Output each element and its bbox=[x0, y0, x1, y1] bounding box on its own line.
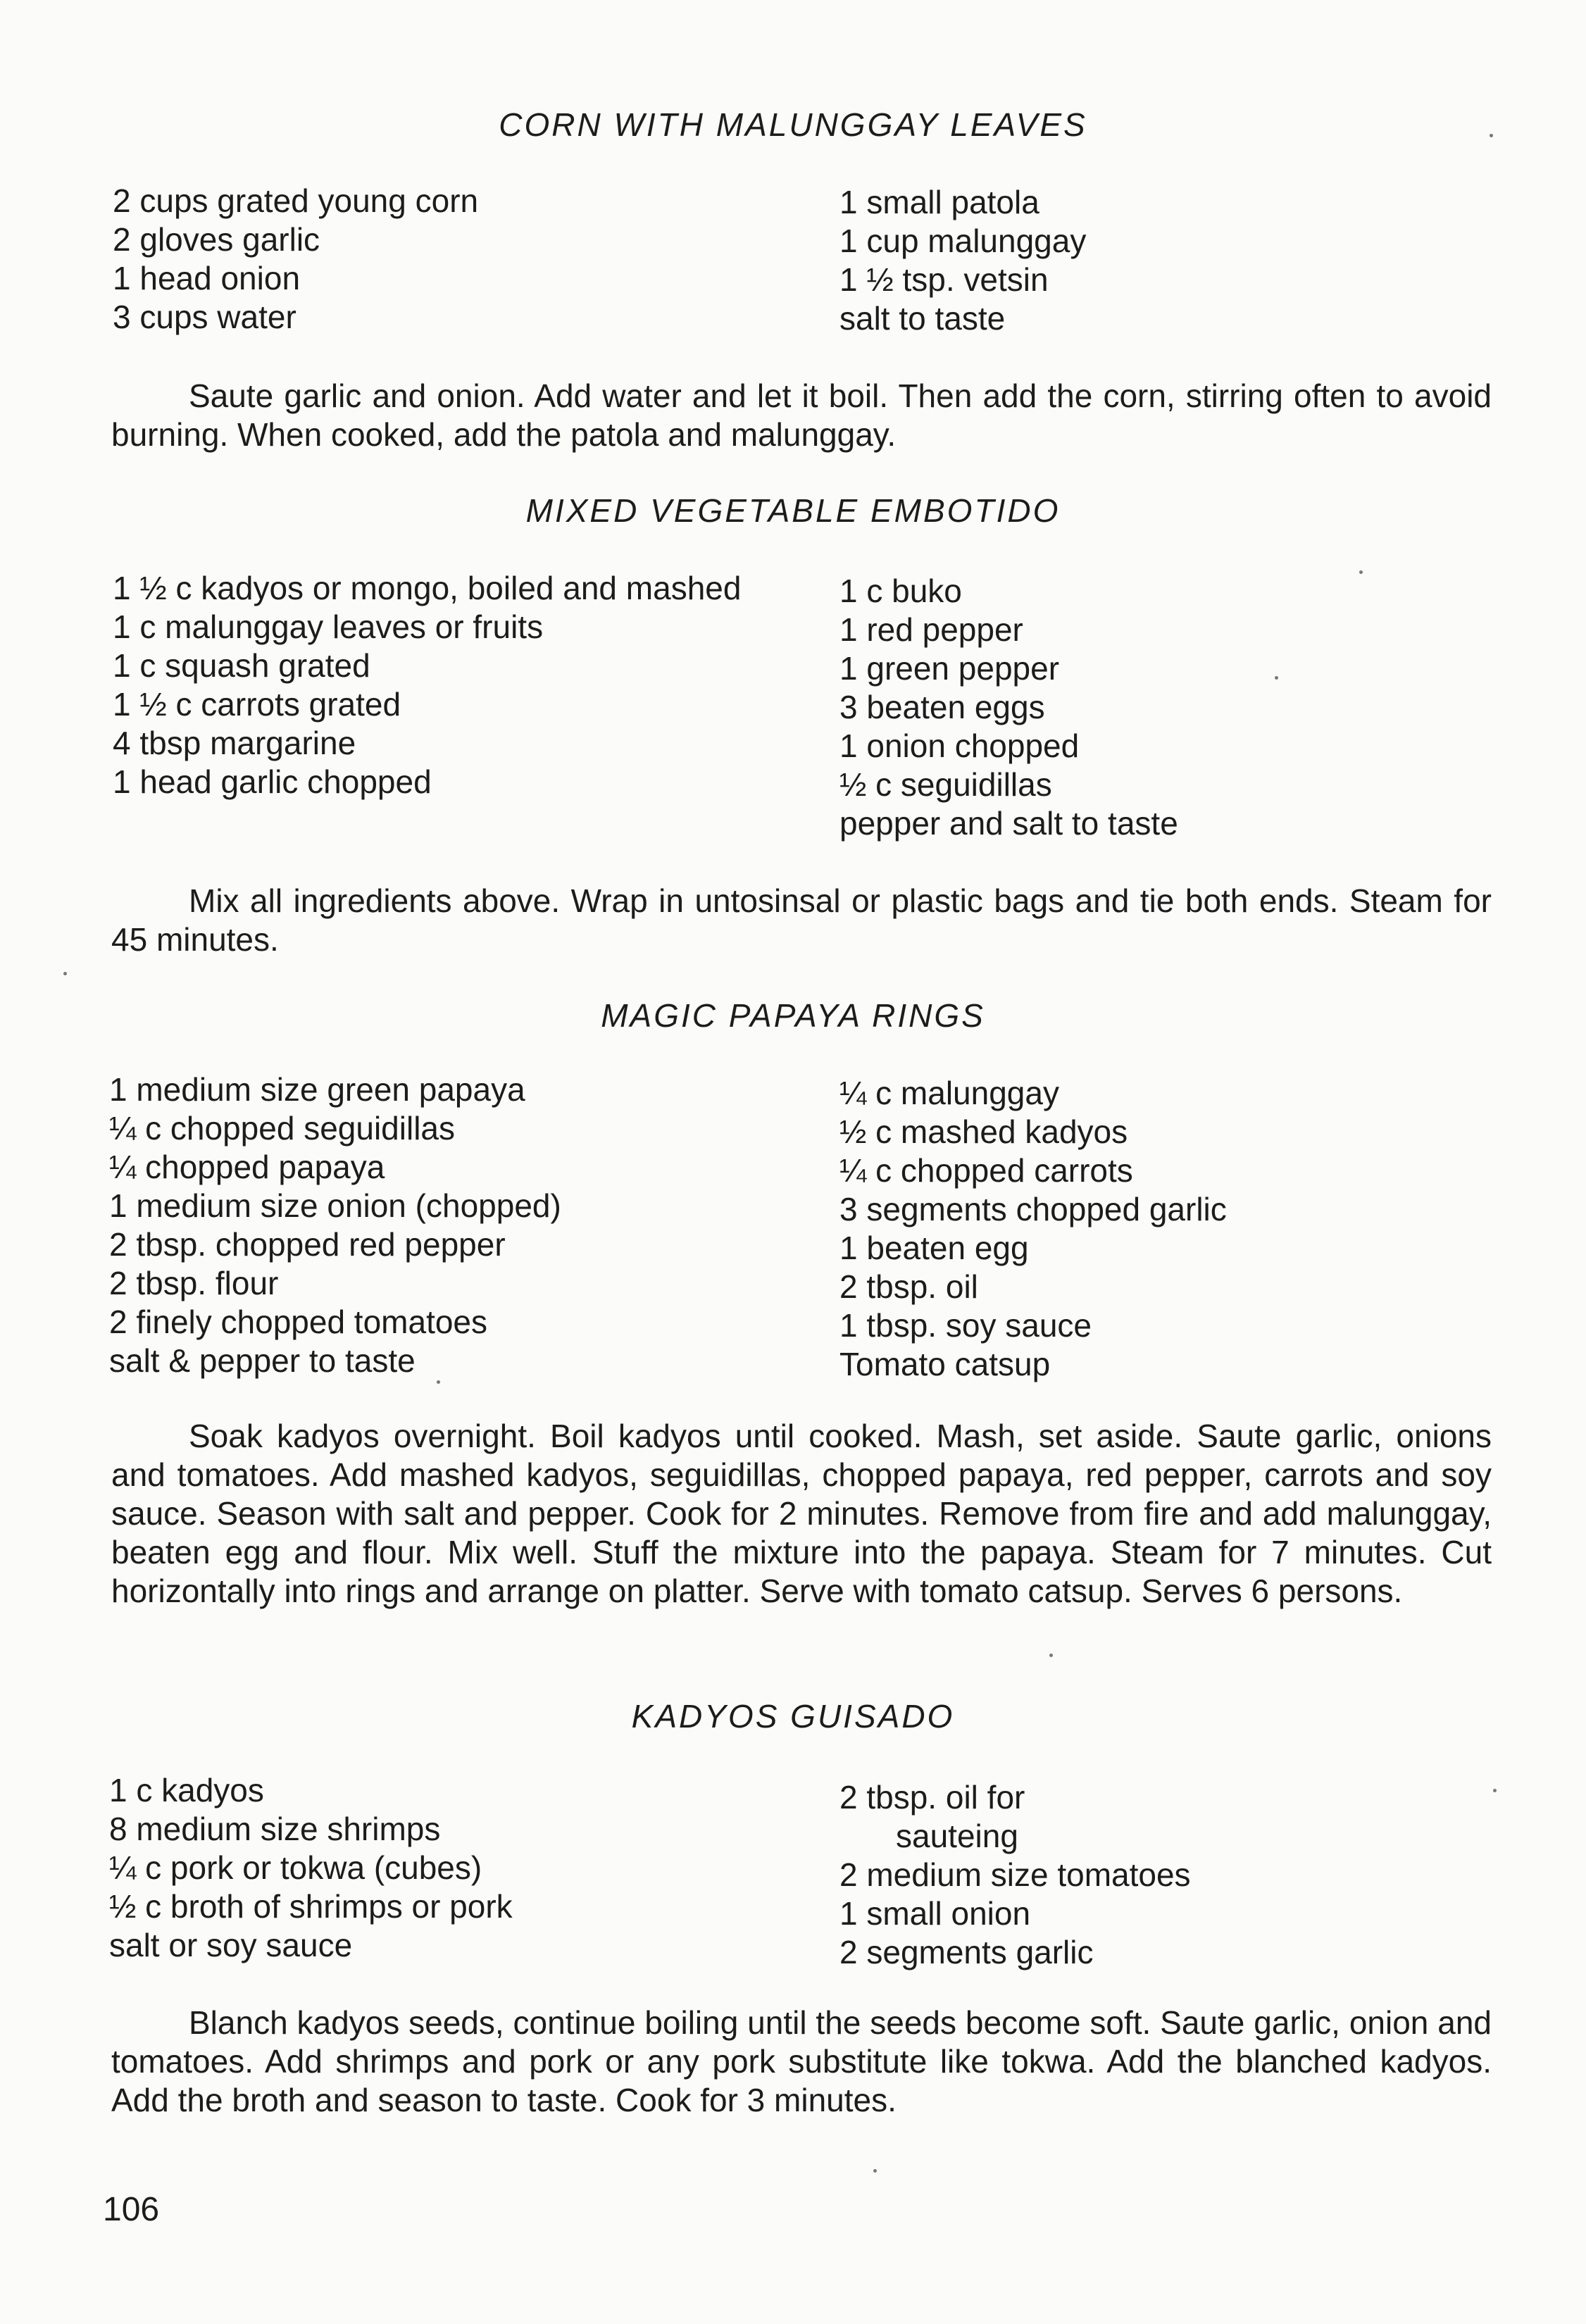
ingredient-item: ¼ c chopped seguidillas bbox=[109, 1110, 455, 1147]
ingredient-list-left bbox=[109, 1070, 561, 1380]
recipe-instructions: Blanch kadyos seeds, continue boiling until the seeds become soft. Saute garlic, onion and tomatoes. Add shrimps and pork or any pork substitute like tokwa. Add the blanched kadyos. Add the broth and season to taste. Cook for 3 minutes. bbox=[111, 2004, 1492, 2118]
ingredient-item: 1 ½ c kadyos or mongo, boiled and mashed bbox=[113, 570, 742, 606]
recipe-instructions: Saute garlic and onion. Add water and let it boil. Then add the corn, stirring often to avoid burning. When cooked, add the patola and malunggay. bbox=[111, 377, 1492, 453]
ingredient-item: 3 beaten eggs bbox=[839, 689, 1045, 725]
recipe-instructions: Mix all ingredients above. Wrap in untosinsal or plastic bags and tie both ends. Steam for 45 minutes. bbox=[111, 882, 1492, 958]
ingredient-list-left bbox=[109, 1771, 513, 1965]
ingredient-item: 1 beaten egg bbox=[839, 1230, 1029, 1266]
ingredient-item: 1 red pepper bbox=[839, 611, 1023, 648]
ingredient-item: ½ c broth of shrimps or pork bbox=[109, 1888, 513, 1925]
ingredient-item: ¼ c pork or tokwa (cubes) bbox=[109, 1849, 482, 1886]
scan-speck bbox=[63, 972, 67, 975]
ingredient-item: 2 medium size tomatoes bbox=[839, 1856, 1191, 1893]
ingredient-item: 2 tbsp. oil for bbox=[839, 1779, 1025, 1816]
recipe-title: KADYOS GUISADO bbox=[631, 1698, 955, 1735]
ingredient-list-right bbox=[839, 572, 1178, 843]
ingredient-item: 1 c kadyos bbox=[109, 1772, 264, 1808]
ingredient-item: 2 tbsp. chopped red pepper bbox=[109, 1226, 506, 1263]
ingredient-item: 1 medium size green papaya bbox=[109, 1071, 525, 1108]
ingredient-item: ½ c seguidillas bbox=[839, 766, 1052, 803]
ingredient-item: 1 c squash grated bbox=[113, 647, 370, 684]
ingredient-item: 8 medium size shrimps bbox=[109, 1811, 441, 1847]
ingredient-list-right bbox=[839, 183, 1086, 338]
ingredient-item: sauteing bbox=[896, 1818, 1018, 1854]
ingredient-list-left bbox=[113, 569, 741, 801]
ingredient-item: 2 tbsp. flour bbox=[109, 1265, 279, 1301]
ingredient-item: 3 cups water bbox=[113, 299, 296, 335]
ingredient-item: 1 head garlic chopped bbox=[113, 763, 432, 800]
ingredient-item: 2 finely chopped tomatoes bbox=[109, 1304, 488, 1340]
ingredient-item: 2 gloves garlic bbox=[113, 221, 320, 258]
ingredient-item: 1 c buko bbox=[839, 573, 962, 609]
ingredient-item: salt to taste bbox=[839, 300, 1006, 337]
scan-speck bbox=[1493, 1789, 1497, 1792]
recipe-title: MIXED VEGETABLE EMBOTIDO bbox=[525, 492, 1061, 529]
recipe-instructions: Soak kadyos overnight. Boil kadyos until cooked. Mash, set aside. Saute garlic, onions and tomatoes. Add mashed kadyos, seguidillas, chopped papaya, red pepper, carrots and soy sauce. Season with salt and pepper. Cook for 2 minutes. Remove from fire and add malunggay, beaten egg and flour. Mix well. Stuff the mixture into the papaya. Steam for 7 minutes. Cut horizontally into rings and arrange on platter. Serve with tomato catsup. Serves 6 persons. bbox=[111, 1418, 1492, 1609]
ingredient-item: 1 c malunggay leaves or fruits bbox=[113, 608, 544, 645]
scan-speck bbox=[1275, 676, 1278, 680]
ingredient-item: 1 cup malunggay bbox=[839, 223, 1087, 259]
ingredient-item: Tomato catsup bbox=[839, 1346, 1051, 1382]
ingredient-item: pepper and salt to taste bbox=[839, 805, 1178, 842]
ingredient-item: 1 onion chopped bbox=[839, 727, 1080, 764]
ingredient-item: 3 segments chopped garlic bbox=[839, 1191, 1227, 1227]
page-number: 106 bbox=[103, 2191, 160, 2228]
ingredient-item: 1 small patola bbox=[839, 184, 1039, 220]
ingredient-item: 2 tbsp. oil bbox=[839, 1268, 978, 1305]
ingredient-item: 1 ½ c carrots grated bbox=[113, 686, 401, 723]
ingredient-list-right bbox=[839, 1074, 1227, 1384]
ingredient-item: 2 cups grated young corn bbox=[113, 182, 479, 219]
ingredient-item: 1 tbsp. soy sauce bbox=[839, 1307, 1092, 1344]
ingredient-item: 1 green pepper bbox=[839, 650, 1060, 687]
recipe-title: CORN WITH MALUNGGAY LEAVES bbox=[499, 106, 1087, 143]
ingredient-item: ½ c mashed kadyos bbox=[839, 1113, 1128, 1150]
scan-speck bbox=[1490, 134, 1493, 137]
recipe-title: MAGIC PAPAYA RINGS bbox=[601, 997, 985, 1034]
ingredient-item: 1 head onion bbox=[113, 260, 301, 296]
ingredient-list-left bbox=[113, 182, 478, 337]
scan-speck bbox=[1049, 1654, 1053, 1657]
ingredient-item: 1 small onion bbox=[839, 1895, 1031, 1932]
ingredient-item: ¼ c chopped carrots bbox=[839, 1152, 1133, 1189]
scan-speck bbox=[1359, 570, 1363, 574]
ingredient-item: salt & pepper to taste bbox=[109, 1342, 416, 1379]
ingredient-item: ¼ c malunggay bbox=[839, 1075, 1059, 1111]
ingredient-item: ¼ chopped papaya bbox=[109, 1149, 385, 1185]
ingredient-list-right bbox=[839, 1778, 1191, 1972]
ingredient-item: 1 medium size onion (chopped) bbox=[109, 1187, 561, 1224]
ingredient-item: 4 tbsp margarine bbox=[113, 725, 356, 761]
scan-speck bbox=[873, 2169, 877, 2173]
ingredient-item: 1 ½ tsp. vetsin bbox=[839, 261, 1049, 298]
ingredient-item: 2 segments garlic bbox=[839, 1934, 1094, 1970]
ingredient-item: salt or soy sauce bbox=[109, 1927, 353, 1963]
scan-speck bbox=[437, 1380, 440, 1384]
